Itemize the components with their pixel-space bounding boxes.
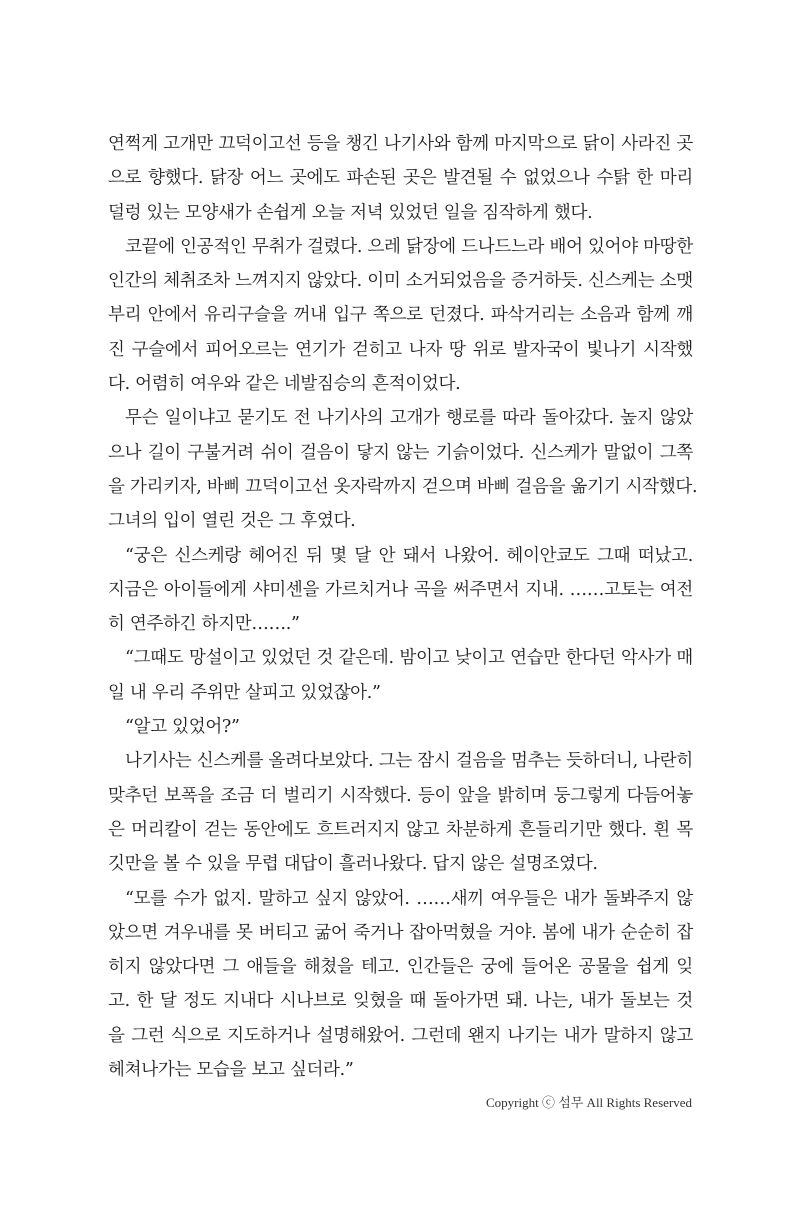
text-line: “알고 있었어?” <box>125 717 240 738</box>
text-line: 았으면 겨우내를 못 버티고 굶어 죽거나 잡아먹혔을 거야. 봄에 내가 순순히 잡 <box>108 922 693 943</box>
text-line: 연쩍게 고개만 끄덕이고선 등을 챙긴 나기사와 함께 마지막으로 닭이 사라진 곳 <box>108 134 693 154</box>
text-line: 히지 않았다면 그 애들을 해쳤을 테고. 인간들은 궁에 들어온 공물을 쉽게 잊 <box>108 957 693 978</box>
text-line: 은 머리칼이 걷는 동안에도 흐트러지지 않고 차분하게 흔들리기만 했다. 흰 목 <box>108 819 693 840</box>
text-line: 덜렁 있는 모양새가 손쉽게 오늘 저녁 있었던 일을 짐작하게 했다. <box>108 202 593 223</box>
text-line: 코끝에 인공적인 무취가 걸렸다. 으레 닭장에 드나드느라 배어 있어야 마땅한 <box>125 236 693 257</box>
text-line: “궁은 신스케랑 헤어진 뒤 몇 달 안 돼서 나왔어. 헤이안쿄도 그때 떠났고. <box>125 545 693 566</box>
text-line: 일 내 우리 주위만 살피고 있었잖아.” <box>108 682 381 703</box>
text-line: 히 연주하긴 하지만…….” <box>108 614 300 635</box>
text-line: 헤쳐나가는 모습을 보고 싶더라.” <box>108 1060 354 1081</box>
text-line: 맞추던 보폭을 조금 더 벌리기 시작했다. 등이 앞을 밝히며 둥그렇게 다듬어놓 <box>108 785 693 806</box>
text-line: 깃만을 볼 수 있을 무렵 대답이 흘러나왔다. 답지 않은 설명조였다. <box>108 854 598 875</box>
text-line: 부리 안에서 유리구슬을 꺼내 입구 쪽으로 던졌다. 파삭거리는 소음과 함께 깨 <box>108 305 693 326</box>
text-line: 나기사는 신스케를 올려다보았다. 그는 잠시 걸음을 멈추는 듯하더니, 나란히 <box>125 751 693 772</box>
text-line: 진 구슬에서 피어오르는 연기가 걷히고 나자 땅 위로 발자국이 빛나기 시작했 <box>108 339 693 360</box>
text-line: “모를 수가 없지. 말하고 싶지 않았어. ……새끼 여우들은 내가 돌봐주지 않 <box>125 888 693 909</box>
text-line: 으나 길이 구불거려 쉬이 걸음이 닿지 않는 기슭이었다. 신스케가 말없이 그쪽 <box>108 442 693 463</box>
text-line: 인간의 체취조차 느껴지지 않았다. 이미 소거되었음을 증거하듯. 신스케는 소맷 <box>108 271 693 292</box>
text-line: 그녀의 입이 열린 것은 그 후였다. <box>108 511 356 532</box>
text-line: “그때도 망설이고 있었던 것 같은데. 밤이고 낮이고 연습만 한다던 악사가 매 <box>125 648 693 669</box>
text-line: 으로 향했다. 닭장 어느 곳에도 파손된 곳은 발견될 수 없었으나 수탉 한 마리 <box>108 168 693 189</box>
text-line: 고. 한 달 정도 지내다 시나브로 잊혔을 때 돌아가면 돼. 나는, 내가 돌보는 것 <box>108 991 693 1012</box>
body-text <box>108 127 698 1087</box>
text-line: 을 그런 식으로 지도하거나 설명해왔어. 그런데 왠지 나기는 내가 말하지 않고 <box>108 1025 693 1046</box>
copyright-notice: Copyright ⓒ 섬무 All Rights Reserved <box>485 1095 692 1110</box>
text-line: 을 가리키자, 바삐 끄덕이고선 옷자락까지 걷으며 바삐 걸음을 옮기기 시작했다. <box>108 476 698 497</box>
text-line: 지금은 아이들에게 샤미센을 가르치거나 곡을 써주면서 지내. ……고토는 여전 <box>108 579 693 600</box>
text-line: 다. 어렴히 여우와 같은 네발짐승의 흔적이었다. <box>108 374 461 395</box>
text-line: 무슨 일이냐고 묻기도 전 나기사의 고개가 행로를 따라 돌아갔다. 높지 않았 <box>125 408 693 429</box>
